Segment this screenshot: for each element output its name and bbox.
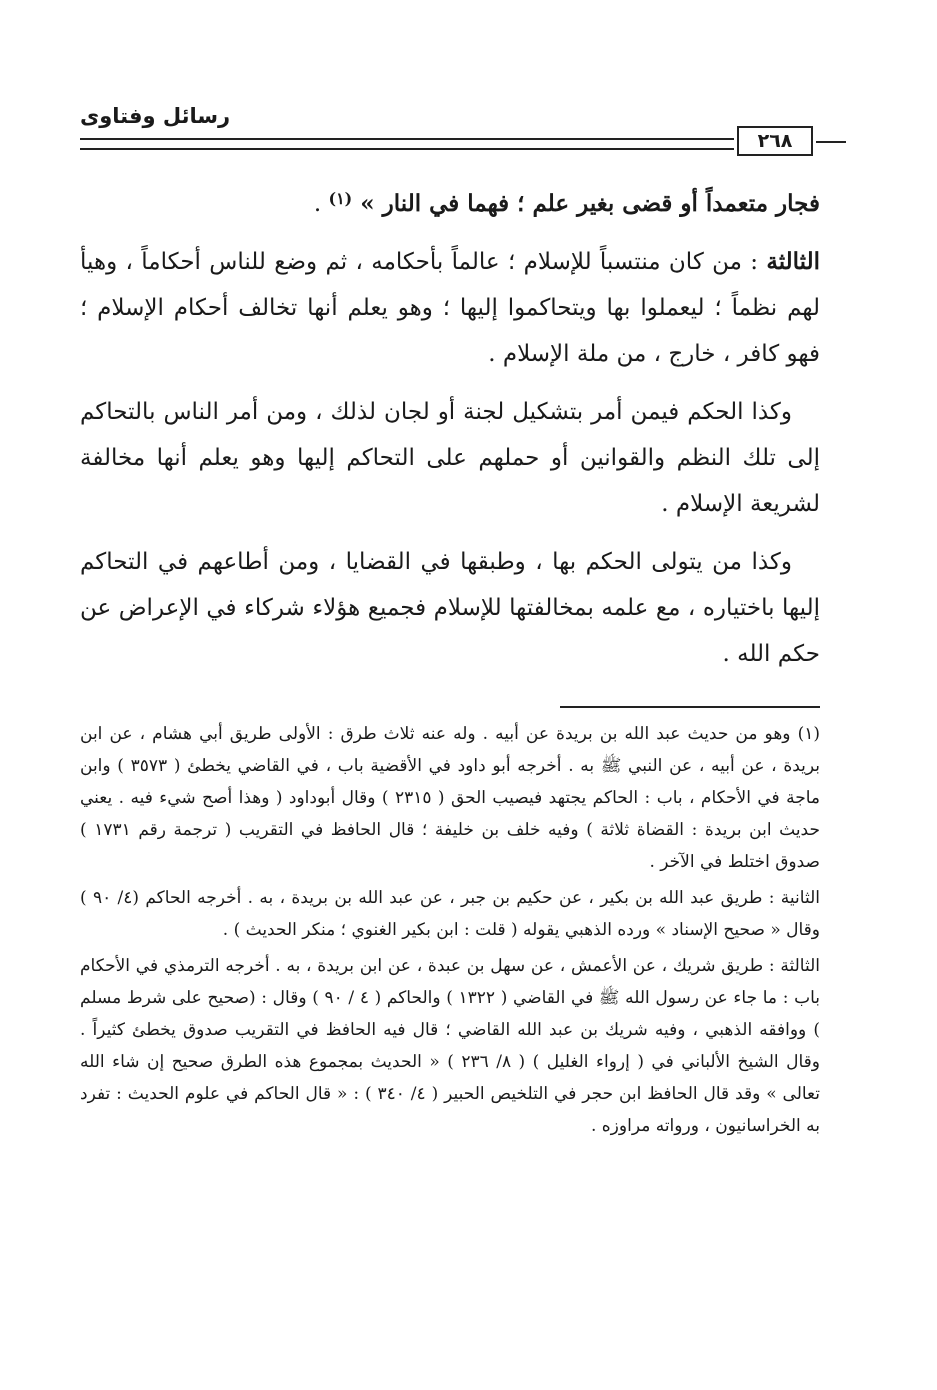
header-rule-right bbox=[816, 141, 846, 143]
paragraph-third-text: : من كان منتسباً للإسلام ؛ عالماً بأحكامه ، ثم وضع للناس أحكاماً ، وهيأ لهم نظماً ؛ ليعملوا بها ويتحاكموا إليها ؛ وهو يعلم أنها تخالف أحكام الإسلام ؛ فهو كافر ، خارج ، من ملة الإسلام . bbox=[80, 249, 820, 367]
paragraph-lead-word: الثالثة bbox=[766, 248, 820, 275]
page-number: ٢٦٨ bbox=[737, 126, 813, 156]
continuation-line bbox=[80, 176, 820, 227]
footnote-third-route: الثالثة : طريق شريك ، عن الأعمش ، عن سهل بن عبدة ، عن ابن بريدة ، به . أخرجه الترمذي في الأحكام باب : ما جاء عن رسول الله ﷺ في القاضي ( ١٣٢٢ ) والحاكم ( ٤ / ٩٠ ) وقال : (صحيح على شرط مسلم ) ووافقه الذهبي ، وفيه شريك بن عبد الله القاضي ؛ قال فيه الحافظ في التقريب صدوق يخطئ كثيراً . وقال الشيخ الألباني في ( إرواء الغليل ) ( ٨/ ٢٣٦ ) « الحديث بمجموع هذه الطرق صحيح إن شاء الله تعالى » وقد قال الحافظ ابن حجر في التلخيص الحبير ( ٤/ ٣٤٠ ) : « قال الحاكم في علوم الحديث : تفرد به الخراسانيون ، ورواته مراوزه . bbox=[80, 956, 821, 1136]
footnote-second-route: الثانية : طريق عبد الله بن بكير ، عن حكيم بن جبر ، عن عبد الله بن بريدة ، به . أخرجه الحاكم (٤/ ٩٠ ) وقال « صحيح الإسناد » ورده الذهبي يقوله ( قلت : ابن بكير الغنوي ؛ منكر الحديث ) . bbox=[80, 888, 820, 940]
continuation-text: فجار متعمداً أو قضى بغير علم ؛ فهما في النار » bbox=[352, 190, 820, 217]
running-header-title: رسائل وفتاوى bbox=[80, 104, 231, 128]
footnote-separator bbox=[560, 706, 820, 708]
header-double-rule bbox=[80, 138, 734, 150]
paragraph-enforcers: وكذا من يتولى الحكم بها ، وطبقها في القضايا ، ومن أطاعهم في التحاكم إليها باختياره ، مع علمه بمخالفتها للإسلام فجميع هؤلاء شركاء في الإعراض عن حكم الله . bbox=[80, 549, 820, 667]
footnotes bbox=[80, 718, 820, 1146]
paragraph-third-category bbox=[80, 239, 820, 377]
footnote-marker: (١) bbox=[328, 189, 353, 208]
footnote-1: (١) وهو من حديث عبد الله بن بريدة عن أبيه . وله عنه ثلاث طرق : الأولى طريق أبي هشام ، عن ابن بريدة ، عن أبيه ، عن النبي ﷺ به . أخرجه أبو داود في الأقضية باب ، في القاضي يخطئ ( ٣٥٧٣ ) وابن ماجة في الأحكام ، باب : الحاكم يجتهد فيصيب الحق ( ٢٣١٥ ) وقال أبوداود ( وهذا أصح شيء فيه . يعني حديث ابن بريدة : القضاة ثلاثة ) وفيه خلف بن خليفة ؛ قال الحافظ في التقريب ( ترجمة رقم ١٧٣١ ) صدوق اختلط في الآخر . bbox=[80, 724, 821, 872]
continuation-end: . bbox=[313, 191, 329, 217]
main-text bbox=[80, 176, 820, 689]
paragraph-committees: وكذا الحكم فيمن أمر بتشكيل لجنة أو لجان لذلك ، ومن أمر الناس بالتحاكم إلى تلك النظم والقوانين أو حملهم على التحاكم إليها وهو يعلم أنها مخالفة لشريعة الإسلام . bbox=[80, 399, 820, 517]
